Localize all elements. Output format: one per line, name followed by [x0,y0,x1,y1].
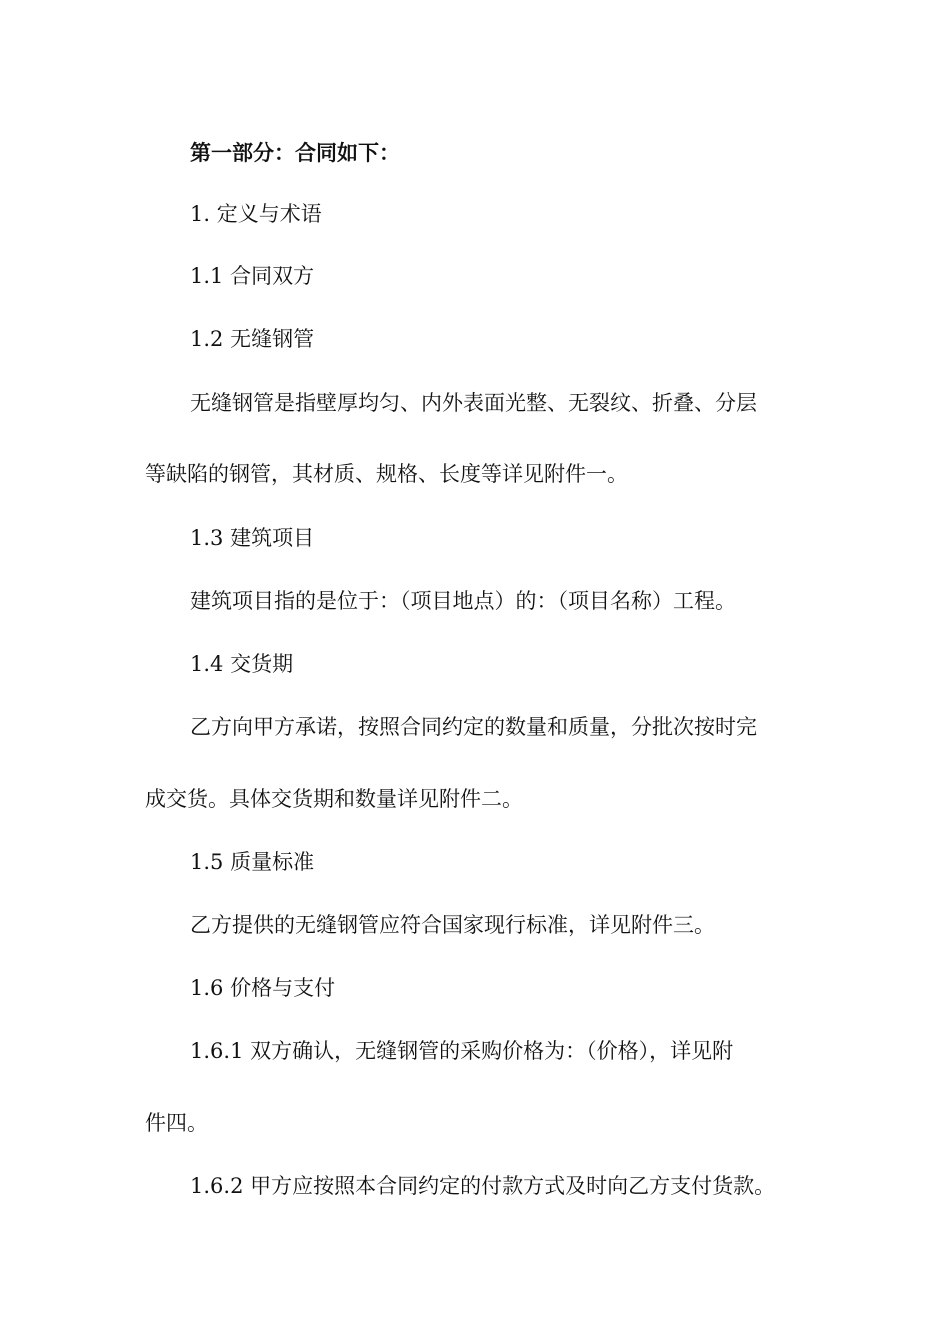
clause-1-1-title: 1.1 合同双方 [190,264,315,288]
clause-1-2-text-line2: 等缺陷的钢管，其材质、规格、长度等详见附件一。 [145,462,628,486]
clause-1-6-1-line1: 1.6.1 双方确认，无缝钢管的采购价格为：（价格），详见附 [190,1039,734,1063]
clause-1-2-text-line1: 无缝钢管是指壁厚均匀、内外表面光整、无裂纹、折叠、分层 [190,391,757,415]
clause-1-2-title: 1.2 无缝钢管 [190,327,315,351]
section-heading: 第一部分：合同如下： [190,141,400,165]
clause-1-5-title: 1.5 质量标准 [190,850,315,874]
clause-1-6-2-text: 1.6.2 甲方应按照本合同约定的付款方式及时向乙方支付货款。 [190,1174,776,1198]
clause-1-4-title: 1.4 交货期 [190,652,294,676]
clause-1-6-1-line2: 件四。 [145,1111,208,1135]
clause-1-3-text: 建筑项目指的是位于：（项目地点）的：（项目名称）工程。 [190,589,736,613]
clause-1-4-text-line1: 乙方向甲方承诺，按照合同约定的数量和质量，分批次按时完 [190,715,757,739]
clause-1-6-title: 1.6 价格与支付 [190,976,336,1000]
clause-1-title: 1. 定义与术语 [190,202,322,226]
clause-1-3-title: 1.3 建筑项目 [190,526,315,550]
clause-1-4-text-line2: 成交货。具体交货期和数量详见附件二。 [145,787,523,811]
clause-1-5-text: 乙方提供的无缝钢管应符合国家现行标准，详见附件三。 [190,913,715,937]
